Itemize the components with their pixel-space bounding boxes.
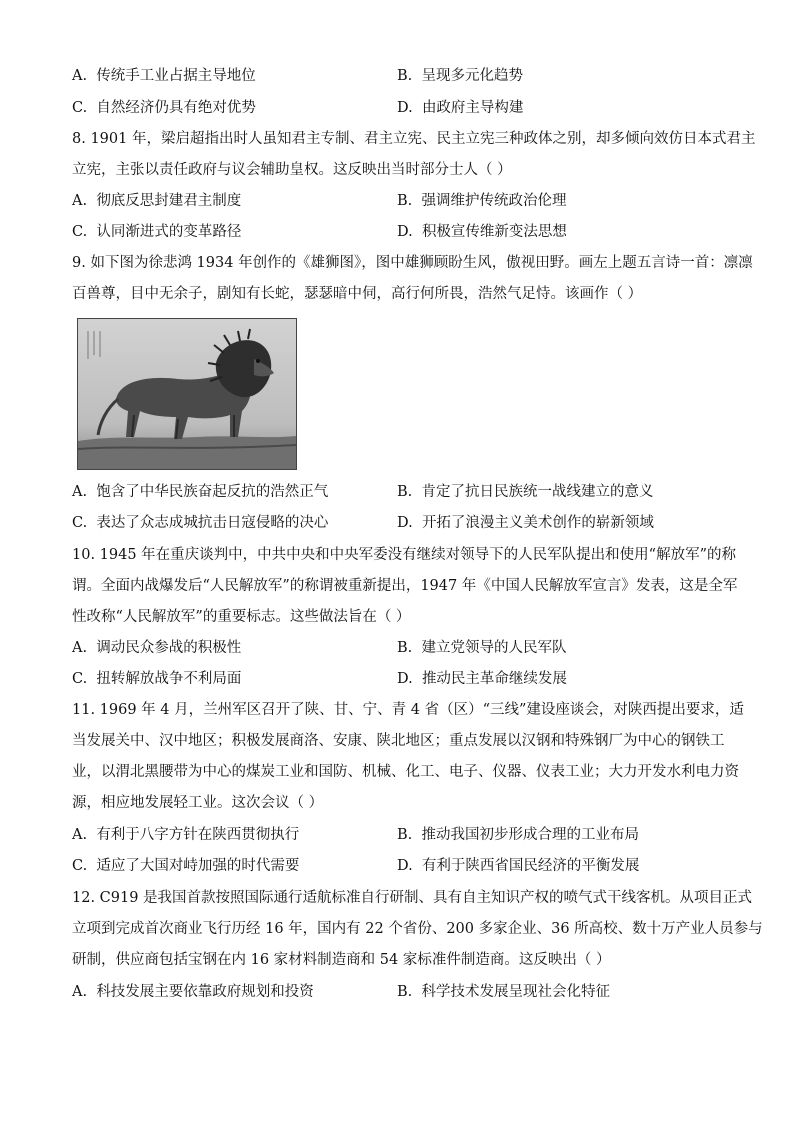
q8-stem-line-2: 立宪，主张以责任政府与议会辅助皇权。这反映出当时部分士人（ ） [72, 162, 512, 178]
q10-stem-line-3: 性改称“人民解放军”的重要标志。这些做法旨在（ ） [72, 609, 411, 625]
q11-option-d: D. 有利于陕西省国民经济的平衡发展 [397, 858, 640, 874]
lion-painting-image [77, 318, 297, 470]
q10-option-a: A. 调动民众参战的积极性 [72, 640, 242, 656]
q8-option-a: A. 彻底反思封建君主制度 [72, 193, 242, 209]
q9-option-a: A. 饱含了中华民族奋起反抗的浩然正气 [72, 484, 329, 500]
q9-option-d: D. 开拓了浪漫主义美术创作的崭新领域 [397, 515, 654, 531]
q7-option-a: A. 传统手工业占据主导地位 [72, 68, 256, 84]
q12-option-a: A. 科技发展主要依靠政府规划和投资 [72, 984, 314, 1000]
q8-stem-line-1: 8. 1901 年，梁启超指出时人虽知君主专制、君主立宪、民主立宪三种政体之别，却多倾向效仿日本式君主 [72, 131, 756, 147]
q8-option-c: C. 认同渐进式的变革路径 [72, 224, 242, 240]
q11-option-c: C. 适应了大国对峙加强的时代需要 [72, 858, 300, 874]
q11-option-a: A. 有利于八字方针在陕西贯彻执行 [72, 827, 300, 843]
q12-stem-line-3: 研制，供应商包括宝钢在内 16 家材料制造商和 54 家标准件制造商。这反映出（ ） [72, 952, 611, 968]
q10-stem-line-1: 10. 1945 年在重庆谈判中，中共中央和中央军委没有继续对领导下的人民军队提出和使用“解放军”的称 [72, 547, 737, 563]
q7-option-b: B. 呈现多元化趋势 [397, 68, 523, 84]
q11-option-b: B. 推动我国初步形成合理的工业布局 [397, 827, 639, 843]
q9-stem-line-2: 百兽尊，目中无余子，剧知有长蛇，瑟瑟暗中伺，高行何所畏，浩然气足恃。该画作（ ） [72, 286, 643, 302]
q10-option-d: D. 推动民主革命继续发展 [397, 671, 567, 687]
q11-stem-line-4: 源，相应地发展轻工业。这次会议（ ） [72, 795, 324, 811]
q12-stem-line-2: 立项到完成首次商业飞行历经 16 年，国内有 22 个省份、200 多家企业、36 所高校、数十万产业人员参与 [72, 921, 763, 937]
q7-option-c: C. 自然经济仍具有绝对优势 [72, 100, 256, 116]
q12-stem-line-1: 12. C919 是我国首款按照国际通行适航标准自行研制、具有自主知识产权的喷气式干线客机。从项目正式 [72, 890, 753, 906]
q8-option-b: B. 强调维护传统政治伦理 [397, 193, 567, 209]
q7-option-d: D. 由政府主导构建 [397, 100, 524, 116]
q8-option-d: D. 积极宣传维新变法思想 [397, 224, 567, 240]
q11-stem-line-3: 业，以渭北黑腰带为中心的煤炭工业和国防、机械、化工、电子、仪器、仪表工业；大力开发水利电力资 [72, 764, 739, 780]
q10-option-b: B. 建立党领导的人民军队 [397, 640, 567, 656]
q12-option-b: B. 科学技术发展呈现社会化特征 [397, 984, 610, 1000]
q10-option-c: C. 扭转解放战争不利局面 [72, 671, 242, 687]
q11-stem-line-1: 11. 1969 年 4 月，兰州军区召开了陕、甘、宁、青 4 省（区）“三线”建设座谈会，对陕西提出要求，适 [72, 702, 744, 718]
q10-stem-line-2: 谓。全面内战爆发后“人民解放军”的称谓被重新提出，1947 年《中国人民解放军宣言》发表，这是全军 [72, 578, 738, 594]
q9-stem-line-1: 9. 如下图为徐悲鸿 1934 年创作的《雄狮图》，图中雄狮顾盼生风，傲视田野。画左上题五言诗一首：凛凛 [72, 255, 753, 271]
q9-option-c: C. 表达了众志成城抗击日寇侵略的决心 [72, 515, 329, 531]
q11-stem-line-2: 当发展关中、汉中地区；积极发展商洛、安康、陕北地区；重点发展以汉钢和特殊钢厂为中心的钢铁工 [72, 733, 725, 749]
q9-option-b: B. 肯定了抗日民族统一战线建立的意义 [397, 484, 654, 500]
